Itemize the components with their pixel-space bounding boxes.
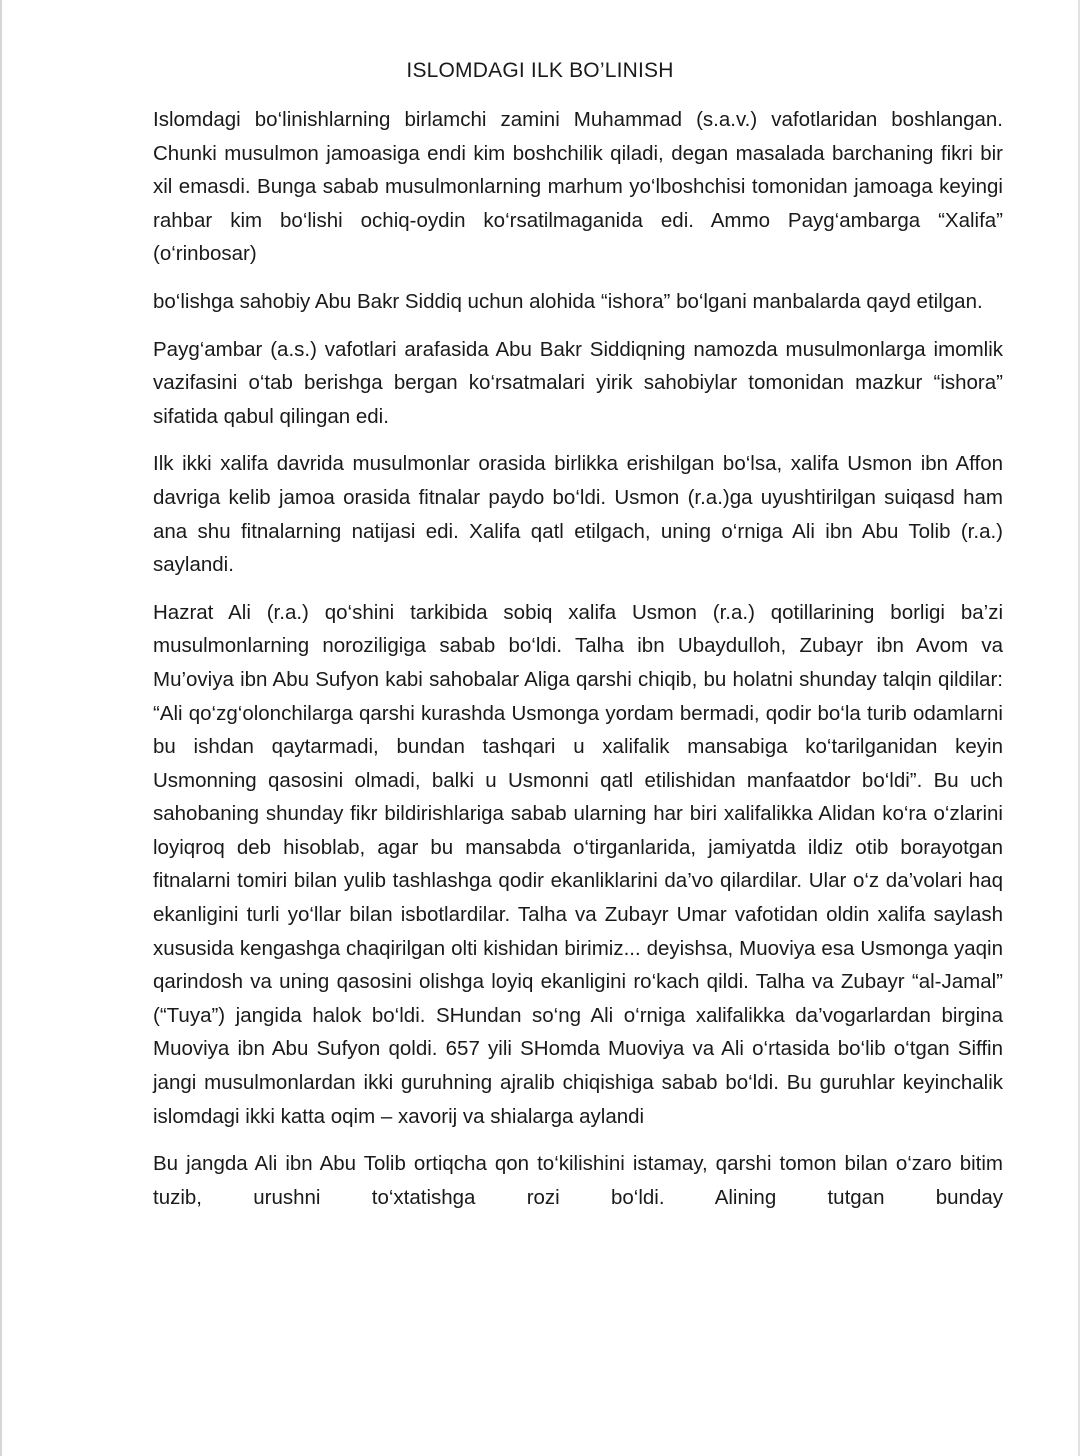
paragraph: Payg‘ambar (a.s.) vafotlari arafasida Abu Bakr Siddiqning namozda musulmonlarga imomlik vazifasini o‘tab berishga bergan ko‘rsatmalari yirik sahobiylar tomonidan mazkur “ishora” sifatida qabul qilingan edi. <box>153 337 1003 428</box>
paragraph: Hazrat Ali (r.a.) qo‘shini tarkibida sobiq xalifa Usmon (r.a.) qotillarining borligi ba’zi musulmonlarning noroziligiga sabab bo‘ldi. Talha ibn Ubaydulloh, Zubayr ibn Avom va Mu’oviya ibn Abu Sufyon kabi sahobalar Aliga qarshi chiqib, bu holatni shunday talqin qildilar: “Ali qo‘zg‘olonchilarga qarshi kurashda Usmonga yordam bermadi, qodir bo‘la turib odamlarni bu ishdan qaytarmadi, bundan tashqari u xalifalik mansabiga ko‘tarilganidan keyin Usmonning qasosini olmadi, balki u Usmonni qatl etilishidan manfaatdor bo‘ldi”. Bu uch sahobaning shunday fikr bildirishlariga sabab ularning har biri xalifalikka Alidan ko‘ra o‘zlarini loyiqroq deb hisoblab, agar bu mansabda o‘tirganlarida, jamiyatda ildiz otib borayotgan fitnalarni tomiri bilan yulib tashlashga qodir ekanliklarini da’vo qilardilar. Ular o‘z da’volari haq ekanligini turli yo‘llar bilan isbotlardilar. Talha va Zubayr Umar vafotidan oldin xalifa saylash xususida kengashga chaqirilgan olti kishidan birimiz... deyishsa, Muoviya esa Usmonga yaqin qarindosh va uning qasosini olishga loyiq ekanligini ro‘kach qildi. Talha va Zubayr “al-Jamal” (“Tuya”) jangida halok bo‘ldi. SHundan so‘ng Ali o‘rniga xalifalikka da’vogarlardan birgina Muoviya ibn Abu Sufyon qoldi. 657 yili SHomda Muoviya va Ali o‘rtasida bo‘lib o‘tgan Siffin jangi musulmonlardan ikki guruhning ajralib chiqishiga sabab bo‘ldi. Bu guruhlar keyinchalik islomdagi ikki katta oqim – xavorij va shialarga aylandi <box>153 600 1003 1128</box>
paragraph: bo‘lishga sahobiy Abu Bakr Siddiq uchun alohida “ishora” bo‘lgani manbalarda qayd etilgan. <box>153 289 983 313</box>
document-title: ISLOMDAGI ILK BO’LINISH <box>406 59 674 82</box>
document-body <box>153 103 1003 1228</box>
paragraph: Ilk ikki xalifa davrida musulmonlar orasida birlikka erishilgan bo‘lsa, xalifa Usmon ibn Affon davriga kelib jamoa orasida fitnalar paydo bo‘ldi. Usmon (r.a.)ga uyushtirilgan suiqasd ham ana shu fitnalarning natijasi edi. Xalifa qatl etilgach, uning o‘rniga Ali ibn Abu Tolib (r.a.) saylandi. <box>153 452 1003 577</box>
paragraph: Islomdagi bo‘linishlarning birlamchi zamini Muhammad (s.a.v.) vafotlaridan boshlangan. Chunki musulmon jamoasiga endi kim boshchilik qiladi, degan masalada barchaning fikri bir xil emasdi. Bunga sabab musulmonlarning marhum yo‘lboshchisi tomonidan jamoaga keyingi rahbar kim bo‘lishi ochiq-oydin ko‘rsatilmaganida edi. Ammo Payg‘ambarga “Xalifa” (o‘rinbosar) <box>153 108 1003 266</box>
paragraph: Bu jangda Ali ibn Abu Tolib ortiqcha qon to‘kilishini istamay, qarshi tomon bilan o‘zaro bitim tuzib, urushni to‘xtatishga rozi bo‘ldi. Alining tutgan bunday <box>153 1152 1003 1209</box>
page-edge-left <box>0 0 2 1456</box>
